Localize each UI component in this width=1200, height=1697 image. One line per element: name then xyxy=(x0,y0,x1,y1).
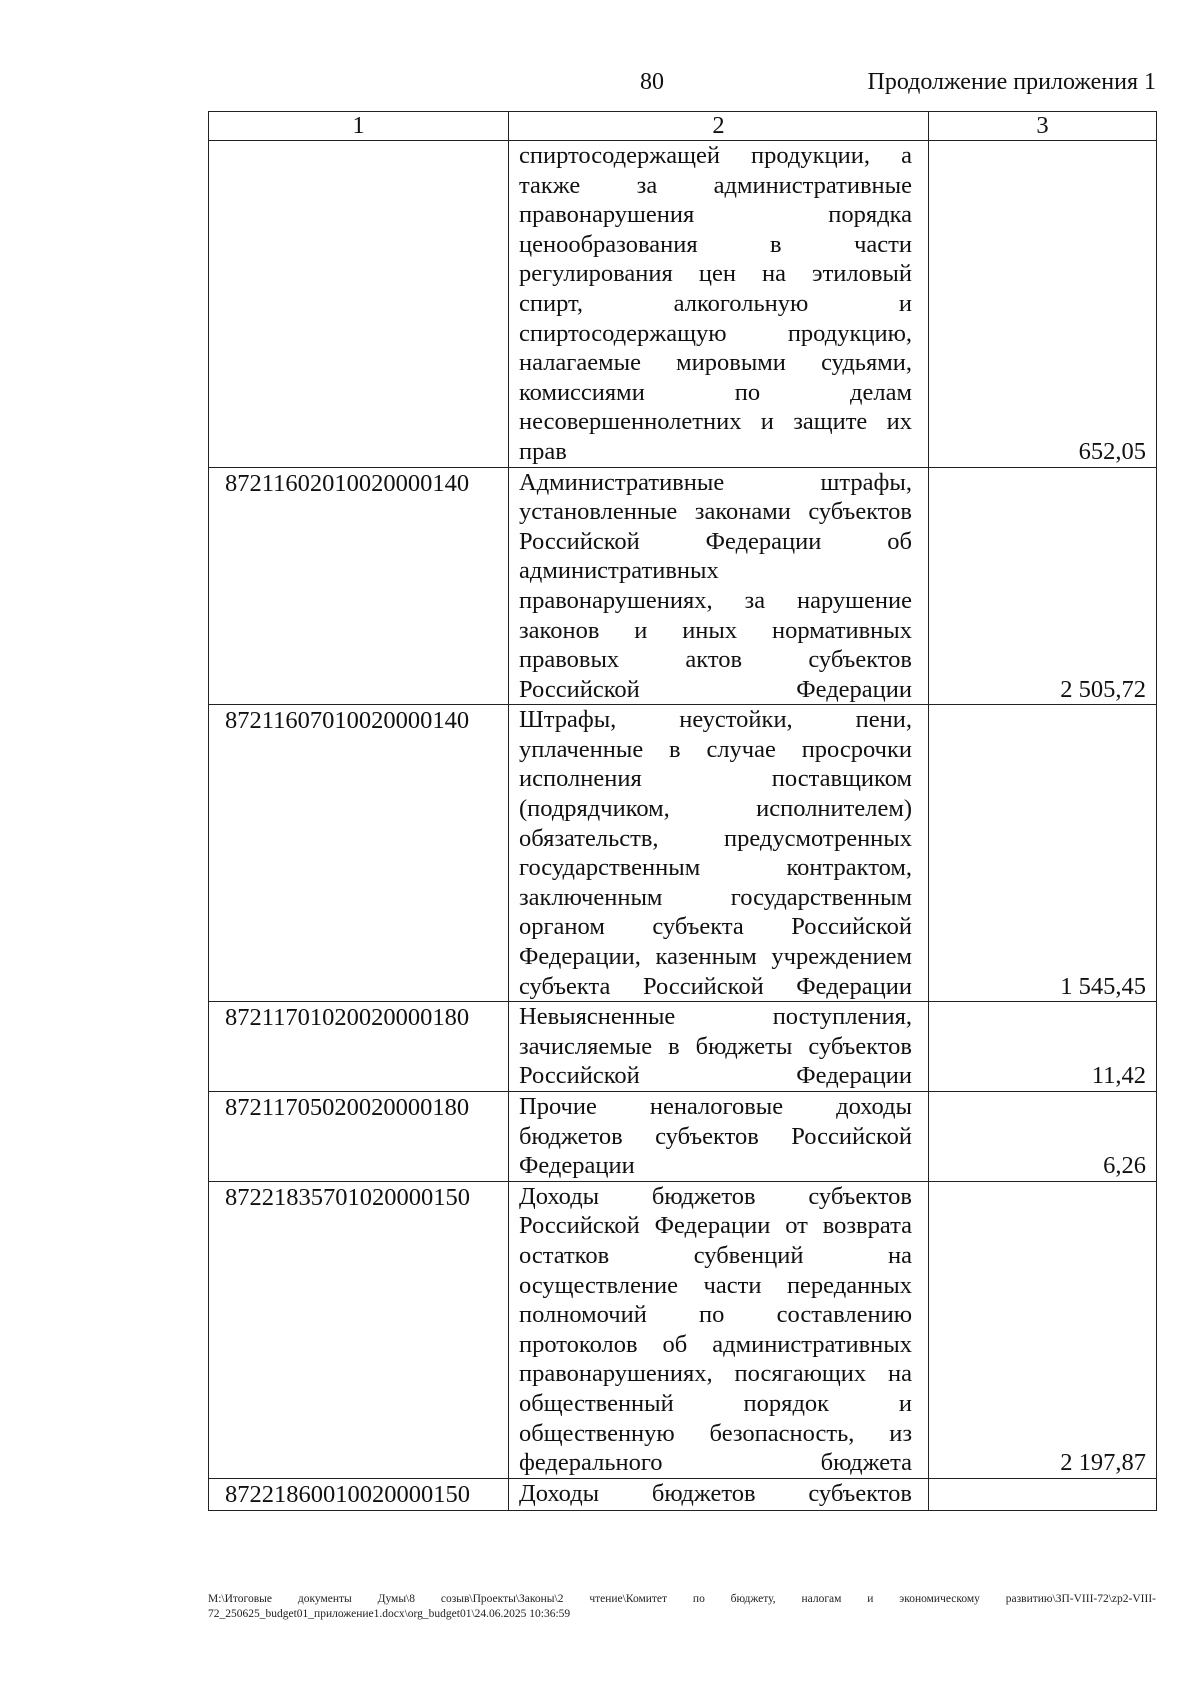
row-description: Невыясненные поступления, зачисляемые в бюджеты субъектов Российской Федерации xyxy=(519,1003,912,1090)
column-header-2: 2 xyxy=(509,112,929,141)
row-description: спиртосодержащей продукции, а также за административные правонарушения порядка ценообразования в части регулирования цен на этиловый спирт, алкогольную и спиртосодержащую продукцию, налагаемые мировыми судьями, комиссиями по делам несовершеннолетних и защите их прав xyxy=(519,142,912,465)
row-amount: 652,05 xyxy=(929,141,1157,468)
row-description-cell xyxy=(509,1181,929,1478)
row-description: Штрафы, неустойки, пени, уплаченные в случае просрочки исполнения поставщиком (подрядчиком, исполнителем) обязательств, предусмотренных государственным контрактом, заключенным государственным органом субъекта Российской Федерации, казенным учреждением субъекта Российской Федерации xyxy=(519,706,912,1000)
row-code: 87221860010020000150 xyxy=(209,1478,509,1510)
page-number: 80 xyxy=(640,69,664,95)
row-amount: 2 197,87 xyxy=(929,1181,1157,1478)
row-code xyxy=(209,141,509,468)
row-amount: 1 545,45 xyxy=(929,705,1157,1002)
row-description-cell xyxy=(509,467,929,705)
row-code: 87211607010020000140 xyxy=(209,705,509,1002)
row-description: Прочие неналоговые доходы бюджетов субъектов Российской Федерации xyxy=(519,1093,912,1180)
appendix-caption: Продолжение приложения 1 xyxy=(867,69,1156,95)
row-code: 87211701020020000180 xyxy=(209,1002,509,1092)
row-code: 87221835701020000150 xyxy=(209,1181,509,1478)
table-row xyxy=(209,1478,1157,1510)
row-description: Доходы бюджетов субъектов Российской Федерации от возврата остатков субвенций на осуществление части переданных полномочий по составлению протоколов об административных правонарушениях, посягающих на общественный порядок и общественную безопасность, из федерального бюджета xyxy=(519,1182,912,1477)
table-row xyxy=(209,1181,1157,1478)
row-amount: 11,42 xyxy=(929,1002,1157,1092)
row-description: Административные штрафы, установленные законами субъектов Российской Федерации об административных правонарушениях, за нарушение законов и иных нормативных правовых актов субъектов Российской Федерации xyxy=(519,468,912,703)
row-amount xyxy=(929,1478,1157,1510)
row-code: 87211602010020000140 xyxy=(209,467,509,705)
row-description-cell xyxy=(509,705,929,1002)
row-description-cell xyxy=(509,1002,929,1092)
table-row xyxy=(209,705,1157,1002)
column-header-3: 3 xyxy=(929,112,1157,141)
row-description-cell xyxy=(509,1092,929,1182)
table-row xyxy=(209,467,1157,705)
row-amount: 2 505,72 xyxy=(929,467,1157,705)
budget-table xyxy=(208,111,1157,1511)
table-row xyxy=(209,141,1157,468)
table-row xyxy=(209,1002,1157,1092)
column-header-1: 1 xyxy=(209,112,509,141)
row-description-cell xyxy=(509,141,929,468)
table-header-row xyxy=(209,112,1157,141)
row-code: 87211705020020000180 xyxy=(209,1092,509,1182)
row-amount: 6,26 xyxy=(929,1092,1157,1182)
file-path-footer: M:\Итоговые документы Думы\8 созыв\Проекты\Законы\2 чтение\Комитет по бюджету, налогам и экономическому развитию\ЗП-VIII-72\zp2-VIII-72_250625_budget01_приложение1.docx\org_budget01\24.06.2025 10:36:59 xyxy=(208,1593,1156,1620)
table-row xyxy=(209,1092,1157,1182)
row-description: Доходы бюджетов субъектов xyxy=(519,1479,912,1507)
row-description-cell xyxy=(509,1478,929,1510)
